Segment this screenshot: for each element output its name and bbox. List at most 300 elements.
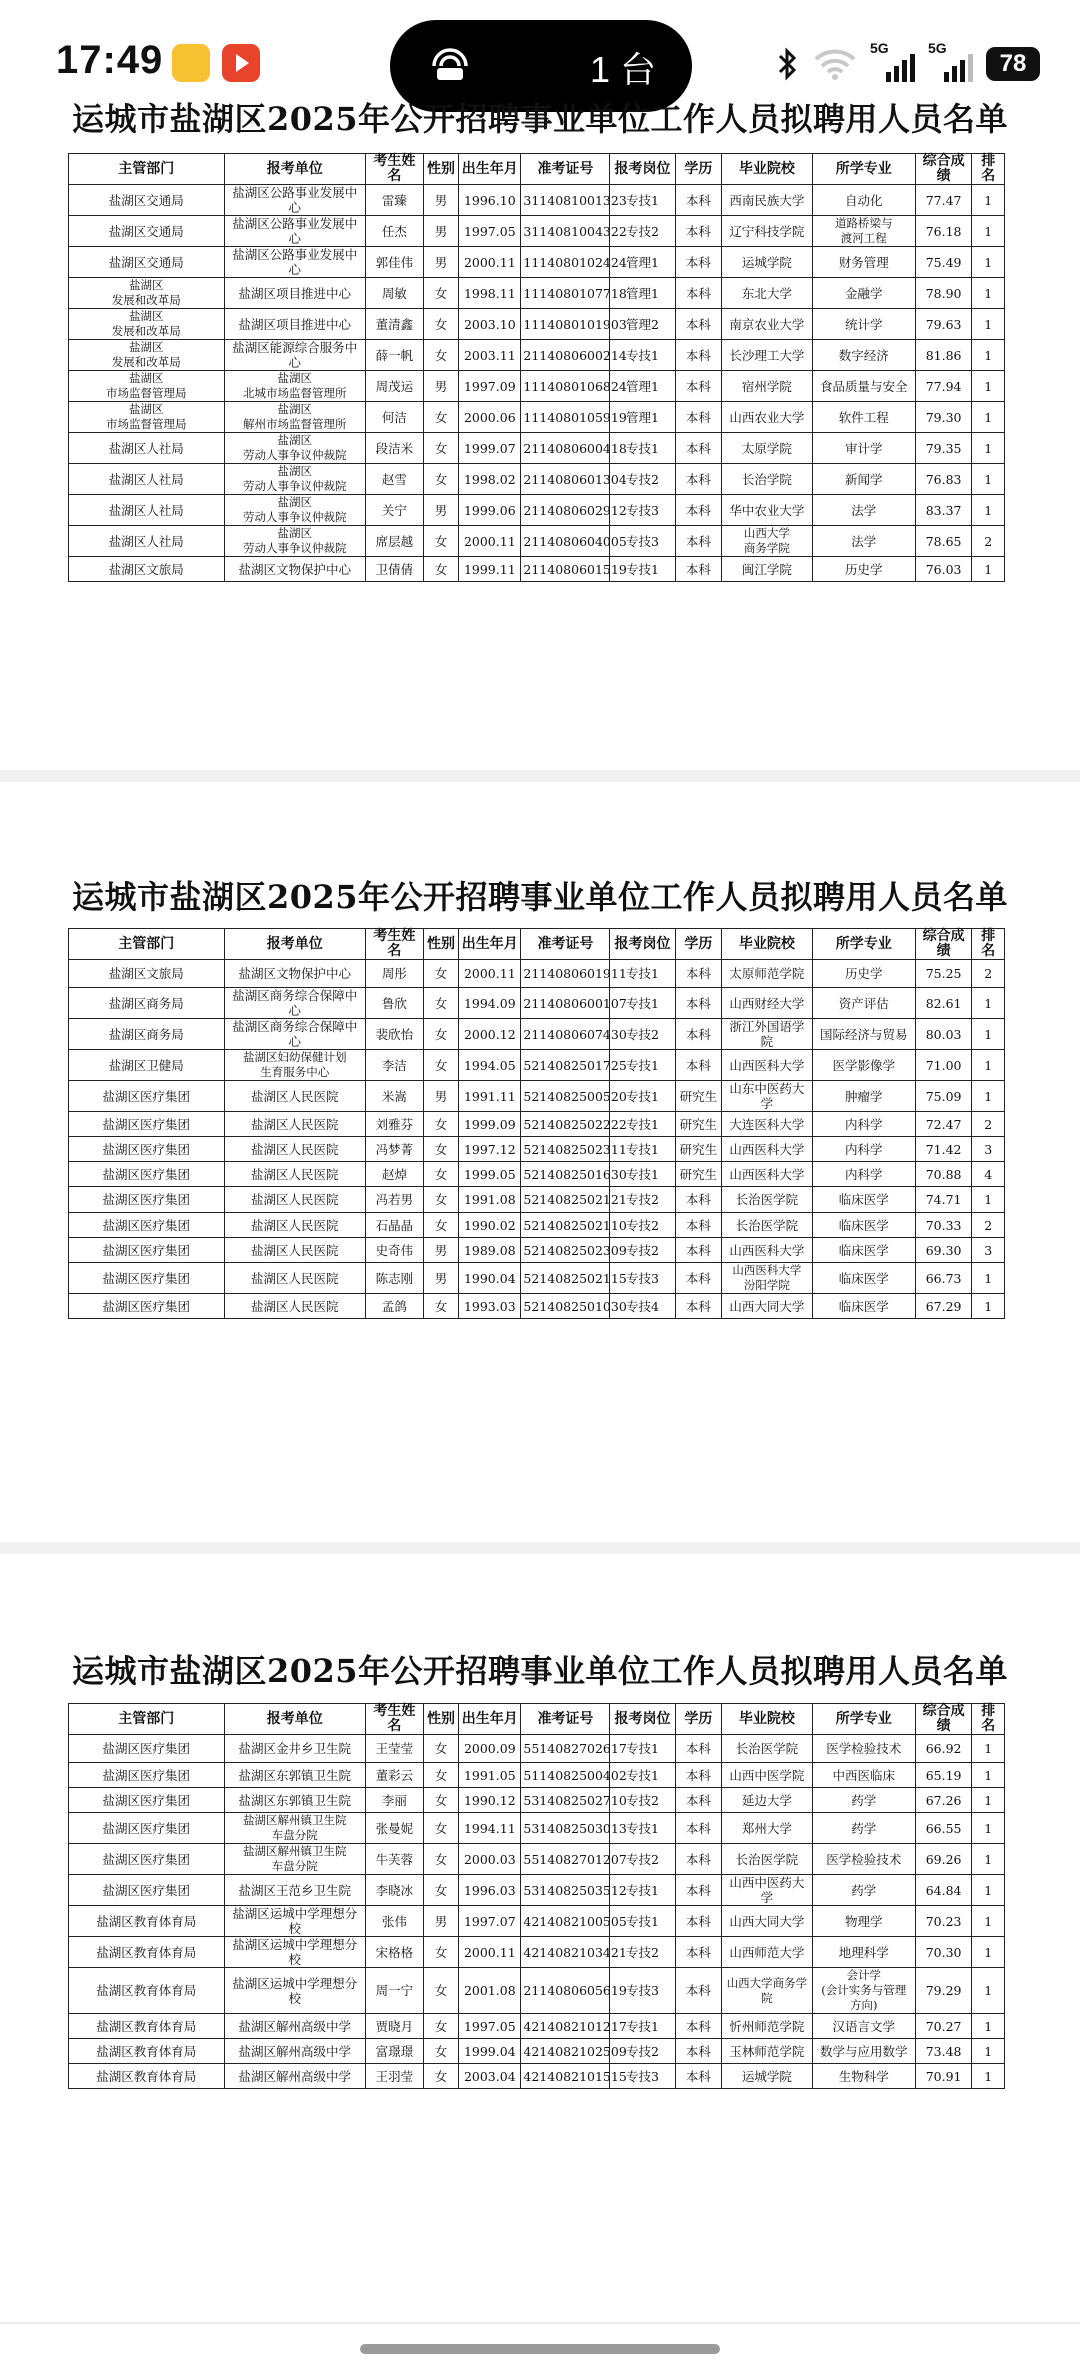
table-cell: 1 [972, 1019, 1005, 1050]
table-row [69, 495, 1005, 526]
table-cell: 1991.05 [459, 1763, 521, 1788]
table-row [69, 1875, 1005, 1906]
column-header: 报考岗位 [610, 929, 675, 960]
table-cell: 4214082101217 [521, 2014, 610, 2039]
column-header: 报考岗位 [610, 1704, 675, 1735]
table-cell: 华中农业大学 [722, 495, 812, 526]
table-cell: 2003.10 [459, 309, 521, 340]
table-cell: 1 [972, 1187, 1005, 1213]
table-cell: 冯若男 [365, 1187, 423, 1213]
table-cell: 西南民族大学 [722, 185, 812, 216]
table-cell: 76.03 [915, 557, 972, 582]
table-cell: 73.48 [915, 2039, 972, 2064]
table-cell: 80.03 [915, 1019, 972, 1050]
table-cell: 2000.12 [459, 1019, 521, 1050]
table-cell: 74.71 [915, 1187, 972, 1213]
table-cell: 董彩云 [365, 1763, 423, 1788]
table-cell: 1 [972, 433, 1005, 464]
column-header: 准考证号 [521, 1704, 610, 1735]
table-cell: 盐湖区文旅局 [69, 960, 225, 988]
table-cell: 山西中医学院 [722, 1763, 812, 1788]
table-cell: 1114080105919 [521, 402, 610, 433]
table-cell: 男 [423, 495, 458, 526]
table-cell: 盐湖区人民医院 [224, 1187, 365, 1213]
table-cell: 本科 [675, 1937, 722, 1968]
table-cell: 2 [972, 1112, 1005, 1137]
table-cell: 1 [972, 402, 1005, 433]
table-row [69, 1112, 1005, 1137]
table-cell: 76.18 [915, 216, 972, 247]
table-row [69, 1788, 1005, 1813]
table-cell: 盐湖区教育体育局 [69, 2064, 225, 2089]
bottom-bar [0, 2322, 1080, 2378]
section-3-title: 运城市盐湖区2025年公开招聘事业单位工作人员拟聘用人员名单 [71, 1652, 1009, 1690]
column-header: 综合成绩 [915, 1704, 972, 1735]
table-cell: 专技1 [610, 1137, 675, 1162]
table-row [69, 988, 1005, 1019]
table-cell: 78.65 [915, 526, 972, 557]
table-cell: 周茂运 [365, 371, 423, 402]
app-notification-icon [172, 44, 210, 82]
table-cell: 裴欣怡 [365, 1019, 423, 1050]
table-cell: 专技1 [610, 1875, 675, 1906]
table-cell: 75.49 [915, 247, 972, 278]
table-cell: 忻州师范学院 [722, 2014, 812, 2039]
table-cell: 本科 [675, 1763, 722, 1788]
table-cell: 延边大学 [722, 1788, 812, 1813]
table-header-row [69, 929, 1005, 960]
column-header: 所学专业 [812, 929, 915, 960]
table-cell: 女 [423, 2064, 458, 2089]
table-cell: 管理2 [610, 309, 675, 340]
column-header: 考生姓名 [365, 1704, 423, 1735]
table-cell: 女 [423, 1875, 458, 1906]
table-cell: 67.29 [915, 1294, 972, 1319]
table-cell: 周敏 [365, 278, 423, 309]
table-cell: 赵焯 [365, 1162, 423, 1187]
table-cell: 3 [972, 1137, 1005, 1162]
table-cell: 专技1 [610, 988, 675, 1019]
table-cell: 专技3 [610, 526, 675, 557]
table-cell: 王莹莹 [365, 1735, 423, 1763]
table-cell: 男 [423, 216, 458, 247]
connected-devices-count: 1 台 [589, 49, 656, 90]
table-cell: 5214082502309 [521, 1238, 610, 1263]
table-cell: 贾晓月 [365, 2014, 423, 2039]
table-cell: 盐湖区交通局 [69, 247, 225, 278]
table-cell: 2000.06 [459, 402, 521, 433]
table-cell: 专技2 [610, 464, 675, 495]
table-cell: 盐湖区公路事业发展中心 [224, 247, 365, 278]
table-cell: 太原师范学院 [722, 960, 812, 988]
table-row [69, 2064, 1005, 2089]
table-cell: 盐湖区医疗集团 [69, 1187, 225, 1213]
table-cell: 盐湖区人民医院 [224, 1081, 365, 1112]
table-cell: 本科 [675, 1735, 722, 1763]
table-cell: 本科 [675, 2064, 722, 2089]
table-cell: 专技1 [610, 1112, 675, 1137]
table-cell: 本科 [675, 309, 722, 340]
table-row [69, 1937, 1005, 1968]
table-cell: 本科 [675, 960, 722, 988]
table-cell: 山西农业大学 [722, 402, 812, 433]
table-cell: 长沙理工大学 [722, 340, 812, 371]
table-cell: 盐湖区解州高级中学 [224, 2039, 365, 2064]
table-cell: 本科 [675, 1968, 722, 2014]
table-row [69, 1813, 1005, 1844]
table-cell: 盐湖区东郭镇卫生院 [224, 1788, 365, 1813]
table-cell: 数学与应用数学 [812, 2039, 915, 2064]
table-cell: 1114080102424 [521, 247, 610, 278]
table-cell: 金融学 [812, 278, 915, 309]
table-cell: 66.73 [915, 1263, 972, 1294]
table-cell: 70.27 [915, 2014, 972, 2039]
table-cell: 盐湖区人社局 [69, 526, 225, 557]
table-row [69, 1238, 1005, 1263]
table-cell: 盐湖区王范乡卫生院 [224, 1875, 365, 1906]
table-cell: 富璟璟 [365, 2039, 423, 2064]
table-cell: 5214082501630 [521, 1162, 610, 1187]
table-cell: 专技2 [610, 1238, 675, 1263]
table-cell: 女 [423, 1735, 458, 1763]
table-cell: 张曼妮 [365, 1813, 423, 1844]
table-cell: 盐湖区人民医院 [224, 1112, 365, 1137]
table-cell: 卫倩倩 [365, 557, 423, 582]
table-cell: 王羽莹 [365, 2064, 423, 2089]
table-cell: 1114080106824 [521, 371, 610, 402]
table-cell: 1 [972, 557, 1005, 582]
page-divider [0, 1542, 1080, 1554]
table-cell: 国际经济与贸易 [812, 1019, 915, 1050]
table-cell: 盐湖区能源综合服务中心 [224, 340, 365, 371]
table-cell: 5214082502311 [521, 1137, 610, 1162]
table-cell: 药学 [812, 1875, 915, 1906]
table-cell: 关宁 [365, 495, 423, 526]
table-cell: 1999.09 [459, 1112, 521, 1137]
table-cell: 1 [972, 1763, 1005, 1788]
table-header-row [69, 1704, 1005, 1735]
table-cell: 2114080600107 [521, 988, 610, 1019]
table-cell: 77.47 [915, 185, 972, 216]
table-cell: 周彤 [365, 960, 423, 988]
table-cell: 专技2 [610, 1187, 675, 1213]
column-header: 所学专业 [812, 1704, 915, 1735]
table-cell: 女 [423, 1844, 458, 1875]
table-cell: 5314082503512 [521, 1875, 610, 1906]
table-cell: 盐湖区卫健局 [69, 1050, 225, 1081]
table-cell: 专技1 [610, 1735, 675, 1763]
table-cell: 3114081001323 [521, 185, 610, 216]
table-cell: 2000.11 [459, 247, 521, 278]
table-cell: 女 [423, 2014, 458, 2039]
table-cell: 专技3 [610, 495, 675, 526]
column-header: 出生年月 [459, 1704, 521, 1735]
table-cell: 女 [423, 1112, 458, 1137]
table-cell: 本科 [675, 1906, 722, 1937]
video-app-icon [222, 44, 260, 82]
table-cell: 数字经济 [812, 340, 915, 371]
table-cell: 70.88 [915, 1162, 972, 1187]
table-cell: 研究生 [675, 1112, 722, 1137]
table-cell: 盐湖区医疗集团 [69, 1875, 225, 1906]
home-indicator[interactable] [360, 2344, 720, 2354]
table-cell: 5514082701207 [521, 1844, 610, 1875]
column-header: 毕业院校 [722, 1704, 812, 1735]
table-cell: 盐湖区 市场监督管理局 [69, 371, 225, 402]
table-cell: 盐湖区商务综合保障中心 [224, 1019, 365, 1050]
table-cell: 法学 [812, 526, 915, 557]
table-cell: 本科 [675, 340, 722, 371]
table-cell: 71.00 [915, 1050, 972, 1081]
table-cell: 盐湖区 劳动人事争议仲裁院 [224, 526, 365, 557]
table-cell: 山西财经大学 [722, 988, 812, 1019]
table-cell: 管理1 [610, 247, 675, 278]
table-cell: 2003.04 [459, 2064, 521, 2089]
table-cell: 5214082502115 [521, 1263, 610, 1294]
table-cell: 孟鸽 [365, 1294, 423, 1319]
table-cell: 李丽 [365, 1788, 423, 1813]
table-cell: 统计学 [812, 309, 915, 340]
table-cell: 本科 [675, 1813, 722, 1844]
column-header: 学历 [675, 1704, 722, 1735]
table-cell: 女 [423, 402, 458, 433]
table-cell: 1 [972, 1875, 1005, 1906]
table-cell: 70.23 [915, 1906, 972, 1937]
table-cell: 1 [972, 2064, 1005, 2089]
table-cell: 1991.11 [459, 1081, 521, 1112]
table-cell: 82.61 [915, 988, 972, 1019]
table-cell: 专技1 [610, 1162, 675, 1187]
table-cell: 本科 [675, 402, 722, 433]
table-cell: 本科 [675, 988, 722, 1019]
table-cell: 盐湖区文物保护中心 [224, 960, 365, 988]
table-cell: 盐湖区医疗集团 [69, 1162, 225, 1187]
table-cell: 1 [972, 1735, 1005, 1763]
column-header: 考生姓名 [365, 929, 423, 960]
table-cell: 专技1 [610, 433, 675, 464]
table-cell: 盐湖区公路事业发展中心 [224, 185, 365, 216]
table-cell: 本科 [675, 495, 722, 526]
table-cell: 1991.08 [459, 1187, 521, 1213]
table-cell: 1998.02 [459, 464, 521, 495]
table-cell: 4214082103421 [521, 1937, 610, 1968]
table-row [69, 1162, 1005, 1187]
table-cell: 2 [972, 526, 1005, 557]
table-cell: 5214082500520 [521, 1081, 610, 1112]
table-cell: 男 [423, 185, 458, 216]
table-cell: 1 [972, 216, 1005, 247]
table-cell: 2114080604005 [521, 526, 610, 557]
table-cell: 薛一帆 [365, 340, 423, 371]
table-cell: 李洁 [365, 1050, 423, 1081]
table-cell: 1 [972, 1968, 1005, 2014]
table-cell: 地理科学 [812, 1937, 915, 1968]
table-row [69, 185, 1005, 216]
table-cell: 盐湖区教育体育局 [69, 2014, 225, 2039]
table-cell: 女 [423, 1162, 458, 1187]
table-cell: 盐湖区 劳动人事争议仲裁院 [224, 495, 365, 526]
table-cell: 运城学院 [722, 2064, 812, 2089]
table-cell: 2 [972, 960, 1005, 988]
table-cell: 1997.05 [459, 216, 521, 247]
table-cell: 女 [423, 433, 458, 464]
table-cell: 盐湖区项目推进中心 [224, 278, 365, 309]
table-cell: 盐湖区人民医院 [224, 1162, 365, 1187]
table-cell: 长治医学院 [722, 1213, 812, 1238]
table-cell: 盐湖区解州高级中学 [224, 2064, 365, 2089]
table-cell: 内科学 [812, 1162, 915, 1187]
table-cell: 1 [972, 247, 1005, 278]
table-cell: 盐湖区人民医院 [224, 1294, 365, 1319]
table-cell: 医学影像学 [812, 1050, 915, 1081]
table-cell: 本科 [675, 557, 722, 582]
table-cell: 2000.03 [459, 1844, 521, 1875]
table-cell: 5214082502222 [521, 1112, 610, 1137]
table-cell: 医学检验技术 [812, 1735, 915, 1763]
table-cell: 男 [423, 1906, 458, 1937]
table-cell: 女 [423, 1019, 458, 1050]
table-cell: 审计学 [812, 433, 915, 464]
table-cell: 盐湖区商务局 [69, 1019, 225, 1050]
table-cell: 内科学 [812, 1112, 915, 1137]
table-cell: 本科 [675, 2039, 722, 2064]
table-cell: 玉林师范学院 [722, 2039, 812, 2064]
table-cell: 4214082102509 [521, 2039, 610, 2064]
table-cell: 专技3 [610, 1263, 675, 1294]
table-row [69, 1137, 1005, 1162]
table-cell: 盐湖区交通局 [69, 185, 225, 216]
roster-section-3 [0, 1554, 1080, 2322]
table-cell: 1994.09 [459, 988, 521, 1019]
table-cell: 女 [423, 557, 458, 582]
table-row [69, 1187, 1005, 1213]
table-cell: 盐湖区人民医院 [224, 1213, 365, 1238]
roster-table-3 [68, 1703, 1005, 2089]
table-cell: 女 [423, 1294, 458, 1319]
column-header: 毕业院校 [722, 154, 812, 185]
table-cell: 1996.10 [459, 185, 521, 216]
table-cell: 女 [423, 1937, 458, 1968]
table-row [69, 1968, 1005, 2014]
table-cell: 78.90 [915, 278, 972, 309]
table-cell: 1998.11 [459, 278, 521, 309]
table-row [69, 1735, 1005, 1763]
table-row [69, 1019, 1005, 1050]
table-cell: 鲁欣 [365, 988, 423, 1019]
table-cell: 大连医科大学 [722, 1112, 812, 1137]
table-cell: 专技1 [610, 2014, 675, 2039]
table-cell: 米嵩 [365, 1081, 423, 1112]
table-row [69, 340, 1005, 371]
table-cell: 管理1 [610, 371, 675, 402]
table-cell: 专技1 [610, 1081, 675, 1112]
table-cell: 盐湖区医疗集团 [69, 1263, 225, 1294]
table-cell: 专技1 [610, 1906, 675, 1937]
table-cell: 本科 [675, 464, 722, 495]
table-cell: 1997.05 [459, 2014, 521, 2039]
table-cell: 席层越 [365, 526, 423, 557]
column-header: 排名 [972, 1704, 1005, 1735]
column-header: 性别 [423, 1704, 458, 1735]
column-header: 报考单位 [224, 1704, 365, 1735]
table-cell: 79.30 [915, 402, 972, 433]
table-cell: 71.42 [915, 1137, 972, 1162]
table-cell: 女 [423, 1813, 458, 1844]
table-cell: 本科 [675, 185, 722, 216]
table-cell: 1999.11 [459, 557, 521, 582]
table-row [69, 557, 1005, 582]
table-cell: 山西大同大学 [722, 1294, 812, 1319]
status-time: 17:49 [56, 38, 164, 82]
table-cell: 1999.05 [459, 1162, 521, 1187]
table-cell: 研究生 [675, 1137, 722, 1162]
table-cell: 盐湖区人社局 [69, 433, 225, 464]
table-cell: 肿瘤学 [812, 1081, 915, 1112]
table-cell: 专技1 [610, 557, 675, 582]
table-cell: 79.29 [915, 1968, 972, 2014]
table-cell: 山西医科大学 [722, 1137, 812, 1162]
column-header: 毕业院校 [722, 929, 812, 960]
table-cell: 长治学院 [722, 464, 812, 495]
roster-section-2 [0, 782, 1080, 1542]
table-cell: 盐湖区医疗集团 [69, 1294, 225, 1319]
table-cell: 70.33 [915, 1213, 972, 1238]
table-row [69, 371, 1005, 402]
table-cell: 牛芙蓉 [365, 1844, 423, 1875]
table-cell: 专技2 [610, 1788, 675, 1813]
table-cell: 药学 [812, 1788, 915, 1813]
table-cell: 盐湖区教育体育局 [69, 2039, 225, 2064]
table-cell: 山西大同大学 [722, 1906, 812, 1937]
table-cell: 李晓冰 [365, 1875, 423, 1906]
table-row [69, 1906, 1005, 1937]
table-cell: 专技1 [610, 1763, 675, 1788]
table-cell: 77.94 [915, 371, 972, 402]
table-cell: 女 [423, 1763, 458, 1788]
table-cell: 2114080607430 [521, 1019, 610, 1050]
table-cell: 雷臻 [365, 185, 423, 216]
table-cell: 中西医临床 [812, 1763, 915, 1788]
table-cell: 太原学院 [722, 433, 812, 464]
table-cell: 东北大学 [722, 278, 812, 309]
table-cell: 专技2 [610, 216, 675, 247]
table-cell: 盐湖区 发展和改革局 [69, 309, 225, 340]
table-cell: 男 [423, 1081, 458, 1112]
table-cell: 何洁 [365, 402, 423, 433]
table-cell: 食品质量与安全 [812, 371, 915, 402]
table-cell: 本科 [675, 2014, 722, 2039]
table-cell: 1 [972, 309, 1005, 340]
roster-table-1 [68, 153, 1005, 582]
table-cell: 1 [972, 988, 1005, 1019]
table-cell: 1994.05 [459, 1050, 521, 1081]
table-cell: 女 [423, 1187, 458, 1213]
table-cell: 软件工程 [812, 402, 915, 433]
table-header-row [69, 154, 1005, 185]
table-cell: 盐湖区医疗集团 [69, 1238, 225, 1263]
table-row [69, 464, 1005, 495]
column-header: 综合成绩 [915, 154, 972, 185]
column-header: 主管部门 [69, 1704, 225, 1735]
table-cell: 山西中医药大学 [722, 1875, 812, 1906]
table-cell: 76.83 [915, 464, 972, 495]
table-cell: 女 [423, 309, 458, 340]
table-cell: 盐湖区交通局 [69, 216, 225, 247]
table-cell: 1990.02 [459, 1213, 521, 1238]
table-cell: 盐湖区教育体育局 [69, 1937, 225, 1968]
table-cell: 1993.03 [459, 1294, 521, 1319]
table-row [69, 433, 1005, 464]
